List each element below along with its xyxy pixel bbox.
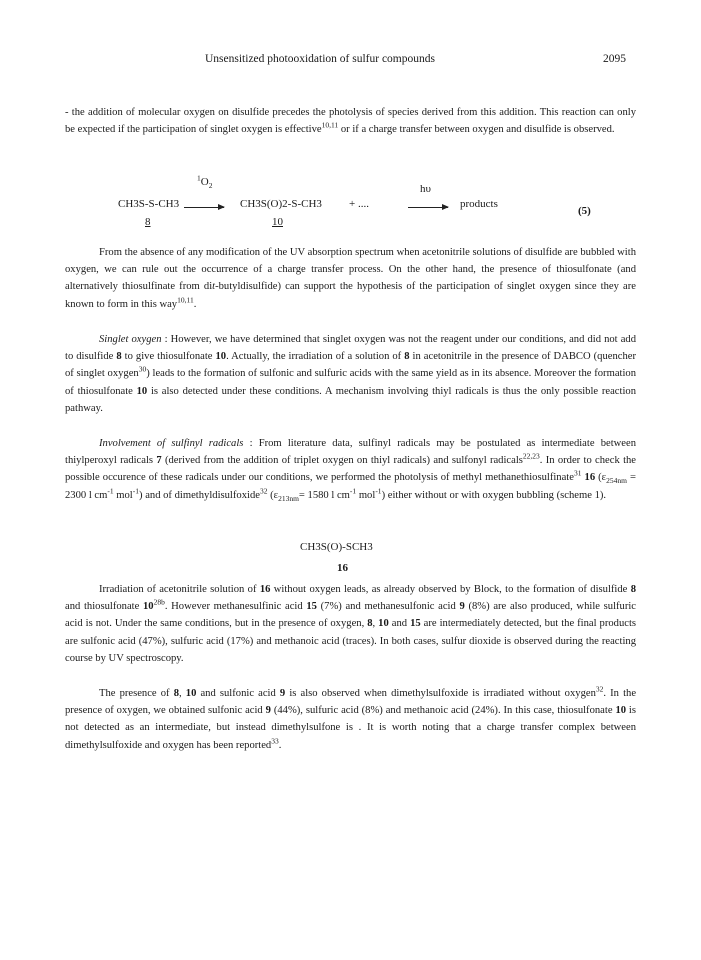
compound-number: 10	[215, 351, 227, 363]
text: .	[193, 298, 197, 310]
compound-number: 8	[116, 351, 122, 363]
text: . However methanesulfinic acid	[164, 601, 307, 613]
reactant-formula: CH3S-S-CH3	[118, 198, 180, 210]
text: = 2300 l cm	[65, 472, 637, 501]
paragraph-6: The presence of 8, 10 and sulfonic acid 9 is also observed when dimethylsulfoxide is irradiated without oxygen$^{32}$. In the presence of oxygen, we obtained sulfonic acid 9 (44%), sulfuric acid (8%) and methanoic acid (24%). In this case, thiosulfonate 10 is not detected as an intermediate, but instead dimethylsulfone is . It is worth noting that a charge transfer complex between dimethylsulfoxide and oxygen has been reported$^{33}$.	[65, 684, 637, 751]
paragraph-2	[65, 244, 636, 313]
paragraph-3	[65, 331, 636, 417]
compound-number: 8	[404, 351, 410, 363]
text: mol	[113, 489, 133, 501]
section-lead: Singlet oxygen	[99, 334, 162, 345]
reaction-arrow-1	[184, 207, 224, 208]
text: : From literature data, sulfinyl radicals may be postulated as intermediate between thiylperoxyl radicals	[65, 438, 636, 467]
text: are intermediately detected, but the final products are sulfonic acid (47%), sulfuric acid (17%) and methanoic acid (traces). In both cases, sulfur dioxide is observed during the reacting course by UV spectroscopy.	[65, 618, 637, 664]
epsilon-wavelength: 254nm	[606, 476, 627, 486]
compound-number: 7	[156, 455, 162, 467]
compound-number: 16	[259, 584, 271, 595]
reference: 22,23	[522, 451, 540, 461]
text: and sulfonic acid	[196, 688, 280, 699]
text: and thiosulfonate	[65, 601, 143, 613]
text: ) and of dimethyldisulfoxide	[139, 489, 260, 501]
reference: 31	[573, 468, 582, 478]
paragraph-1	[65, 104, 636, 138]
reference: 28b	[153, 597, 165, 607]
compound-number: 10	[142, 601, 154, 613]
compound-number: 9	[459, 601, 465, 613]
reference: 30	[138, 364, 147, 374]
reference: 10,11	[177, 295, 194, 305]
text: (44%), sulfuric acid (8%) and methanoic acid (24%). In this case, thiosulfonate	[270, 705, 616, 717]
exponent: -1	[132, 486, 140, 496]
text: or if a charge transfer between oxygen and disulfide is observed.	[338, 124, 615, 136]
text: -butyldisulfide) can support the hypothesis of the participation of singlet oxygen since they are known to form in this way	[65, 281, 636, 310]
multiplicity: 1	[197, 173, 201, 183]
compound-number: 15	[306, 601, 317, 613]
compound-16-formula: CH3S(O)-SCH3	[300, 541, 373, 553]
text: to give thiosulfonate	[121, 351, 216, 363]
exponent: -1	[349, 486, 357, 496]
final-products: products	[460, 198, 498, 210]
compound-number: 8	[630, 584, 636, 595]
compound-number: 10	[185, 688, 197, 699]
text: = 1580 l cm	[298, 489, 350, 501]
epsilon-wavelength: 213nm	[278, 493, 299, 503]
hv-label: hυ	[420, 183, 431, 195]
text: is also detected under these conditions. A mechanism involving thiyl radicals is thus the only possible reaction pathway.	[65, 385, 636, 414]
compound-number: 16	[584, 472, 596, 484]
text: ) either without or with oxygen bubbling (scheme 1).	[381, 489, 607, 501]
text: The presence of	[99, 688, 174, 699]
compound-number: 10	[615, 705, 627, 717]
exponent: -1	[375, 486, 382, 496]
plus-ellipsis: + ....	[349, 198, 369, 210]
text: (derived from the addition of triplet oxygen on thiyl radicals) and sulfonyl radicals	[161, 455, 523, 467]
text: . Actually, the irradiation of a solution of	[226, 351, 405, 363]
text: t	[212, 281, 216, 293]
text: .	[278, 739, 282, 751]
reaction-arrow-2	[408, 207, 448, 208]
compound-number: 8	[367, 618, 373, 630]
reference: 32	[259, 486, 268, 496]
text: is also observed when dimethylsulfoxide is irradiated without oxygen	[285, 688, 596, 699]
subscript: 2	[208, 181, 213, 191]
paragraph-5: Irradiation of acetonitrile solution of 16 without oxygen leads, as already observed by Block, to the formation of disulfide 8 and thiosulfonate $10^{28b}$. However methanesulfinic acid 15 (7%) and methanesulfonic acid 9 (8%) are also produced, while sulfuric acid is not. Under the same conditions, but in the presence of oxygen, 8, 10 and 15 are intermediately detected, but the final products are sulfonic acid (47%), sulfuric acid (17%) and methanoic acid (traces). In both cases, sulfur dioxide is observed during the reacting course by UV spectroscopy.	[65, 584, 637, 664]
text: (8%) are also produced, while sulfuric acid is not. Under the same conditions, but in the presence of oxygen,	[65, 601, 637, 630]
page-number: 2095	[603, 53, 626, 65]
product-formula: CH3S(O)2-S-CH3	[240, 198, 322, 210]
equation-label: (5)	[578, 205, 591, 217]
text: without oxygen leads, as already observed by Block, to the formation of disulfide	[270, 584, 631, 595]
text: (7%) and methanesulfonic acid	[316, 601, 460, 613]
section-lead: Involvement of sulfinyl radicals	[99, 438, 244, 449]
text: . In the presence of oxygen, we obtained sulfonic acid	[65, 688, 637, 717]
compound-16-number: 16	[337, 562, 348, 574]
text: - the addition of molecular oxygen on disulfide precedes the photolysis of species derived from this addition. This reaction can only be expected if the participation of singlet oxygen is effective	[65, 107, 636, 136]
compound-number: 15	[410, 618, 421, 630]
exponent: -1	[107, 486, 114, 496]
compound-number: 10	[378, 618, 389, 630]
compound-number: 10	[136, 385, 148, 397]
text: in acetonitrile in the presence of DABCO (quencher of singlet oxygen	[65, 351, 636, 380]
reference: 32	[595, 684, 604, 694]
product-number: 10	[272, 216, 283, 228]
text: : However, we have determined that singlet oxygen was not the reagent under our conditions, and did not add to disulfide	[65, 334, 636, 363]
oxygen: O	[200, 176, 209, 188]
running-title: Unsensitized photooxidation of sulfur compounds	[205, 53, 435, 65]
text: ) leads to the formation of sulfonic and sulfuric acids with the same yield as in its absence. Moreover the formation of thiosulfonate	[65, 368, 636, 397]
compound-number: 8	[173, 688, 179, 699]
text: . In order to check the possible occurence of these radicals under our conditions, we performed the photolysis of methyl methanethiosulfinate	[65, 455, 637, 484]
text: Irradiation of acetonitrile solution of	[99, 584, 260, 595]
compound-number: 9	[279, 688, 286, 699]
reference: 33	[271, 736, 279, 746]
reference: 10,11	[321, 120, 339, 130]
text: From the absence of any modification of the UV absorption spectrum when acetonitrile solutions of disulfide are bubbled with oxygen, we can rule out the occurrence of a charge transfer process. On the other hand, the presence of thiosulfonate (and alternatively thiosulfinate from di	[65, 247, 636, 293]
singlet-oxygen-label	[197, 173, 213, 191]
compound-number: 9	[265, 705, 271, 717]
text: mol	[356, 489, 376, 501]
reactant-number: 8	[145, 216, 151, 228]
text: is not detected as an intermediate, but instead dimethylsulfone is . It is worth noting that a charge transfer complex between dimethylsulfoxide and oxygen has been reported	[65, 705, 636, 751]
paragraph-4: Involvement of sulfinyl radicals : From literature data, sulfinyl radicals may be postulated as intermediate between thiylperoxyl radicals 7 (derived from the addition of triplet oxygen on thiyl radicals) and sulfonyl radicals$^{22,23}$. In order to check the possible occurence of these radicals under our conditions, we performed the photolysis of methyl methanethiosulfinate$^{31}$ 16 ($\varepsilon_{254nm} = 2300$ l $cm^{-1}$ mol$^{-1}$) and of dimethyldisulfoxide$^{32}$ ($\varepsilon_{213nm}= 1580$ l $cm^{-1}$ mol$^{-1}$) either without or with oxygen bubbling (scheme 1).	[65, 438, 637, 503]
